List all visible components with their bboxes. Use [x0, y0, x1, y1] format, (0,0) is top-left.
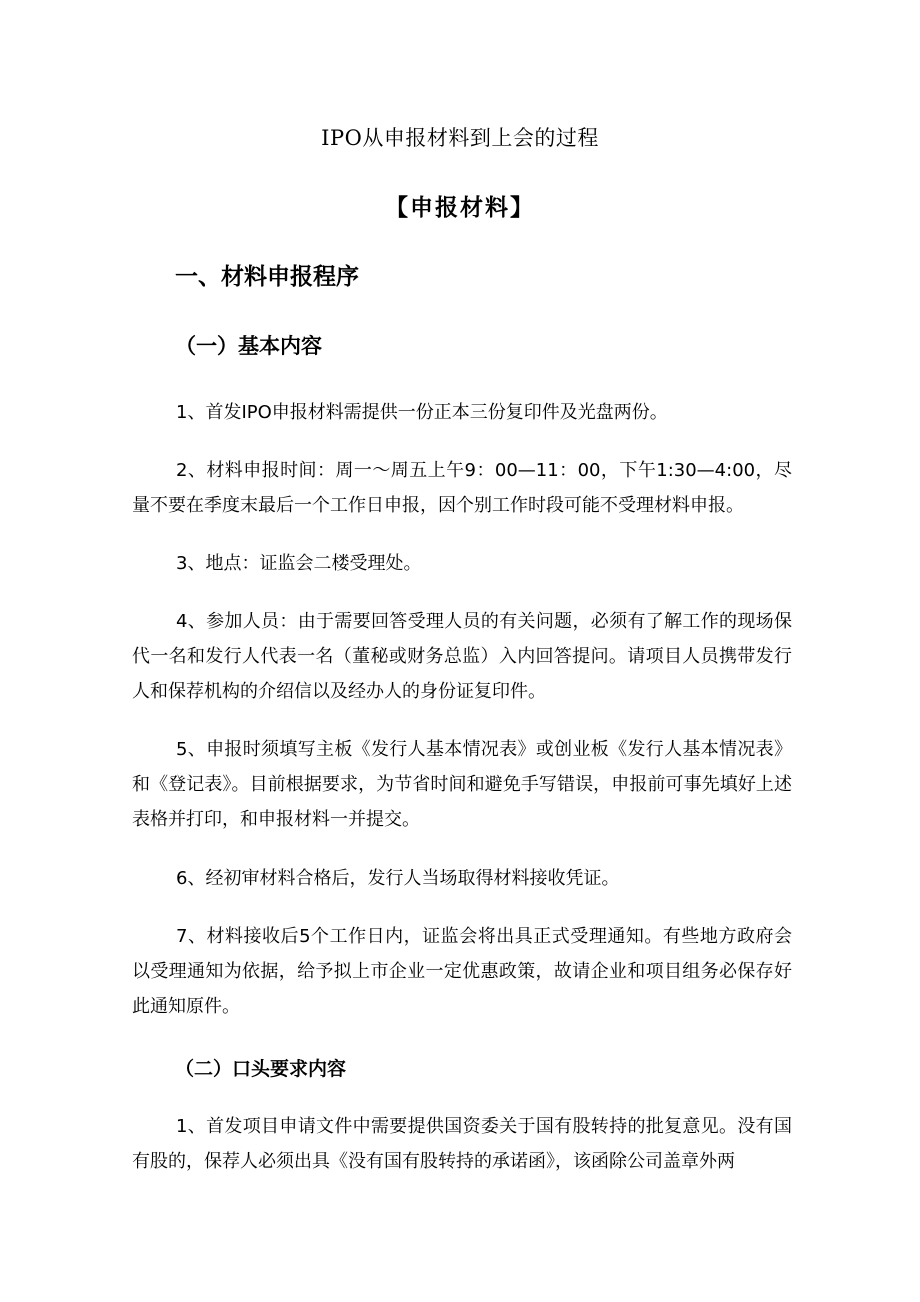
heading-basic-content: （一）基本内容: [175, 334, 322, 358]
paragraph-item-3: 3、地点：证监会二楼受理处。: [176, 553, 422, 574]
document-title: IPO从申报材料到上会的过程: [321, 126, 599, 150]
paragraph-item-6: 6、经初审材料合格后，发行人当场取得材料接收凭证。: [176, 868, 620, 889]
paragraph-item-1: 1、首发IPO申报材料需提供一份正本三份复印件及光盘两份。: [176, 402, 668, 423]
paragraph-item-5: 5、申报时须填写主板《发行人基本情况表》或创业板《发行人基本情况表》和《登记表》。目前根据要求，为节省时间和避免手写错误，申报前可事先填好上述表格并打印，和申报材料一并提交。: [132, 739, 792, 830]
heading-material-procedure: 一、材料申报程序: [175, 264, 359, 290]
paragraph-item-7: 7、材料接收后5个工作日内，证监会将出具正式受理通知。有些地方政府会以受理通知为依据，给予拟上市企业一定优惠政策，故请企业和项目组务必保存好此通知原件。: [132, 926, 792, 1017]
paragraph-item-2: 2、材料申报时间：周一～周五上午9：00—11：00，下午1:30—4:00，尽量不要在季度末最后一个工作日申报，因个别工作时段可能不受理材料申报。: [132, 460, 792, 516]
heading-oral-requirements: （二）口头要求内容: [175, 1058, 347, 1080]
paragraph-oral-item-1: 1、首发项目申请文件中需要提供国资委关于国有股转持的批复意见。没有国有股的，保荐人必须出具《没有国有股转持的承诺函》，该函除公司盖章外两: [132, 1116, 792, 1172]
paragraph-item-4: 4、参加人员：由于需要回答受理人员的有关问题，必须有了解工作的现场保代一名和发行人代表一名（董秘或财务总监）入内回答提问。请项目人员携带发行人和保荐机构的介绍信以及经办人的身份证复印件。: [132, 611, 792, 702]
section-title: 【申报材料】: [385, 195, 535, 221]
